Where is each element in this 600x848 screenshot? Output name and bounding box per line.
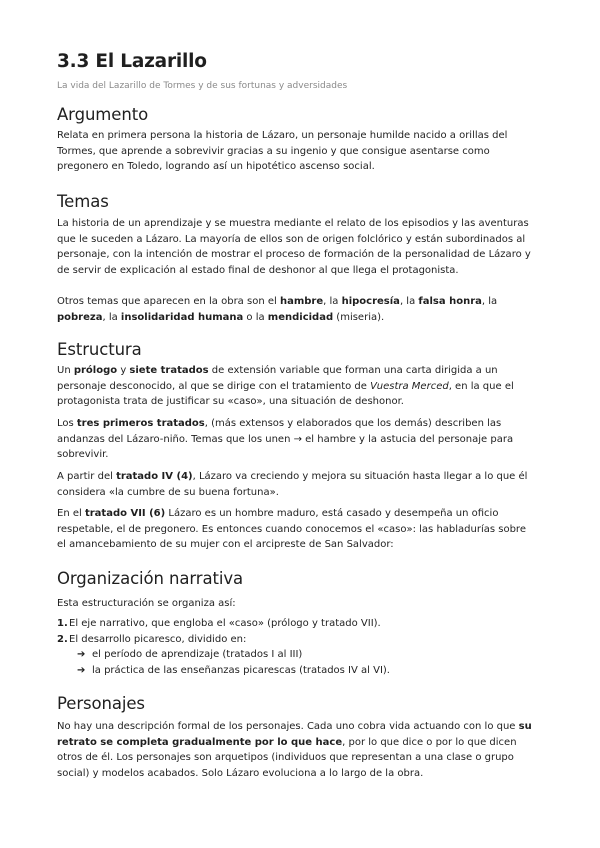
heading-temas: Temas xyxy=(57,192,109,211)
heading-personajes: Personajes xyxy=(57,694,145,713)
paragraph-personajes xyxy=(57,719,535,781)
italic-term-vuestra-merced: Vuestra Merced xyxy=(370,380,449,392)
paragraph-organizacion: Esta estructuración se organiza así: xyxy=(57,598,236,609)
page-title: 3.3 El Lazarillo xyxy=(57,51,207,72)
list-item-text: El desarrollo picaresco, dividido en: xyxy=(69,633,247,645)
text-run: En el xyxy=(57,508,85,519)
paragraph-estructura-2 xyxy=(57,416,535,463)
text-run: Lázaro es un hombre maduro, está casado y desempeña un oficio respetable, el de pregonero. Es entonces cuando conocemos el «caso»: las habladurías sobre el amancebamiento de su mujer con el arcipreste de San Salvador: xyxy=(57,508,526,550)
text-run: (miseria). xyxy=(333,311,385,323)
sub-list-item xyxy=(57,647,535,663)
text-run: de extensión variable que forman una carta dirigida a un personaje desconocido, al que se dirige con el tratamiento de xyxy=(57,365,498,392)
ordered-list xyxy=(57,616,535,678)
sub-list-item xyxy=(57,663,535,679)
text-run: o la xyxy=(243,311,268,323)
text-run: , la xyxy=(323,296,342,307)
page-subtitle: La vida del Lazarillo de Tormes y de sus fortunas y adversidades xyxy=(57,81,348,91)
bold-term-siete-tratados: siete tratados xyxy=(129,365,209,376)
text-run: , en la que el protagonista trata de justificar su «caso», una situación de deshonor. xyxy=(57,380,514,407)
list-number: 1. xyxy=(57,618,68,629)
list-item xyxy=(57,632,535,648)
bold-term-pobreza: pobreza xyxy=(57,311,103,323)
heading-argumento: Argumento xyxy=(57,105,149,124)
bold-term-falsa-honra: falsa honra xyxy=(418,296,482,307)
bold-term-tratado-vii: tratado VII (6) xyxy=(84,508,166,519)
text-run: Los xyxy=(57,418,77,429)
text-run: No hay una descripción formal de los personajes. Cada uno cobra vida actuando con lo que xyxy=(57,721,519,732)
paragraph-temas-1: La historia de un aprendizaje y se muestra mediante el relato de los episodios y las aventuras que le suceden a Lázaro. La mayoría de ellos son de origen folclórico y están subordinados al personaje, con la intención de mostrar el proceso de formación de la personalidad de Lázaro y de servir de explicación al estado final de deshonor al que llega el protagonista. xyxy=(57,218,531,276)
sub-list-item-text: el período de aprendizaje (tratados I al III) xyxy=(92,649,303,660)
text-run: , (más extensos y elaborados que los demás) describen las andanzas del Lázaro-niño. Temas que los unen → el hambre y la astucia del personaje para sobrevivir. xyxy=(57,418,514,460)
text-run: , la xyxy=(102,311,121,323)
list-item-text: El eje narrativo, que engloba el «caso» (prólogo y tratado VII). xyxy=(69,618,381,629)
text-run: Un xyxy=(57,365,74,376)
text-run: , por lo que dice o por lo que dicen otros de él. Los personajes son arquetipos (individuos que representan a una clase o grupo social) y modelos acabados. Solo Lázaro evoluciona a lo largo de la obra. xyxy=(57,736,517,779)
paragraph-estructura-4 xyxy=(57,506,535,553)
bold-term-insolidaridad: insolidaridad humana xyxy=(120,311,244,323)
bold-term-tres-primeros: tres primeros tratados xyxy=(76,418,205,429)
arrow-right-icon: ➔ xyxy=(77,649,86,660)
bold-term-retrato: su retrato se completa gradualmente por lo que hace xyxy=(57,721,532,748)
paragraph-temas-2 xyxy=(57,294,535,325)
list-number: 2. xyxy=(57,633,68,645)
bold-term-tratado-iv: tratado IV (4) xyxy=(116,471,193,482)
text-run: y xyxy=(117,365,130,376)
arrow-right-icon: ➔ xyxy=(77,664,86,676)
heading-estructura: Estructura xyxy=(57,340,142,359)
bold-term-hipocresia: hipocresía xyxy=(341,296,400,307)
text-run: , Lázaro va creciendo y mejora su situación hasta llegar a lo que él considera «la cumbre de su buena fortuna». xyxy=(57,471,528,498)
bold-term-hambre: hambre xyxy=(279,296,324,307)
list-item xyxy=(57,616,535,632)
document-page xyxy=(57,50,535,779)
text-run: , la xyxy=(481,296,498,307)
sub-list-item-text: la práctica de las enseñanzas picarescas (tratados IV al VI). xyxy=(92,664,390,676)
text-run: A partir del xyxy=(57,471,117,482)
heading-organizacion: Organización narrativa xyxy=(57,569,244,588)
paragraph-estructura-1 xyxy=(57,363,535,410)
paragraph-estructura-3 xyxy=(57,469,535,500)
paragraph-argumento: Relata en primera persona la historia de Lázaro, un personaje humilde nacido a orillas del Tormes, que aprende a sobrevivir gracias a su ingenio y que consigue asentarse como pregonero en Toledo, logrando así un hipotético ascenso social. xyxy=(57,130,508,172)
text-run: , la xyxy=(399,296,419,307)
bold-term-mendicidad: mendicidad xyxy=(267,311,334,323)
text-run: Otros temas que aparecen en la obra son el xyxy=(57,296,280,307)
bold-term-prologo: prólogo xyxy=(73,365,118,376)
